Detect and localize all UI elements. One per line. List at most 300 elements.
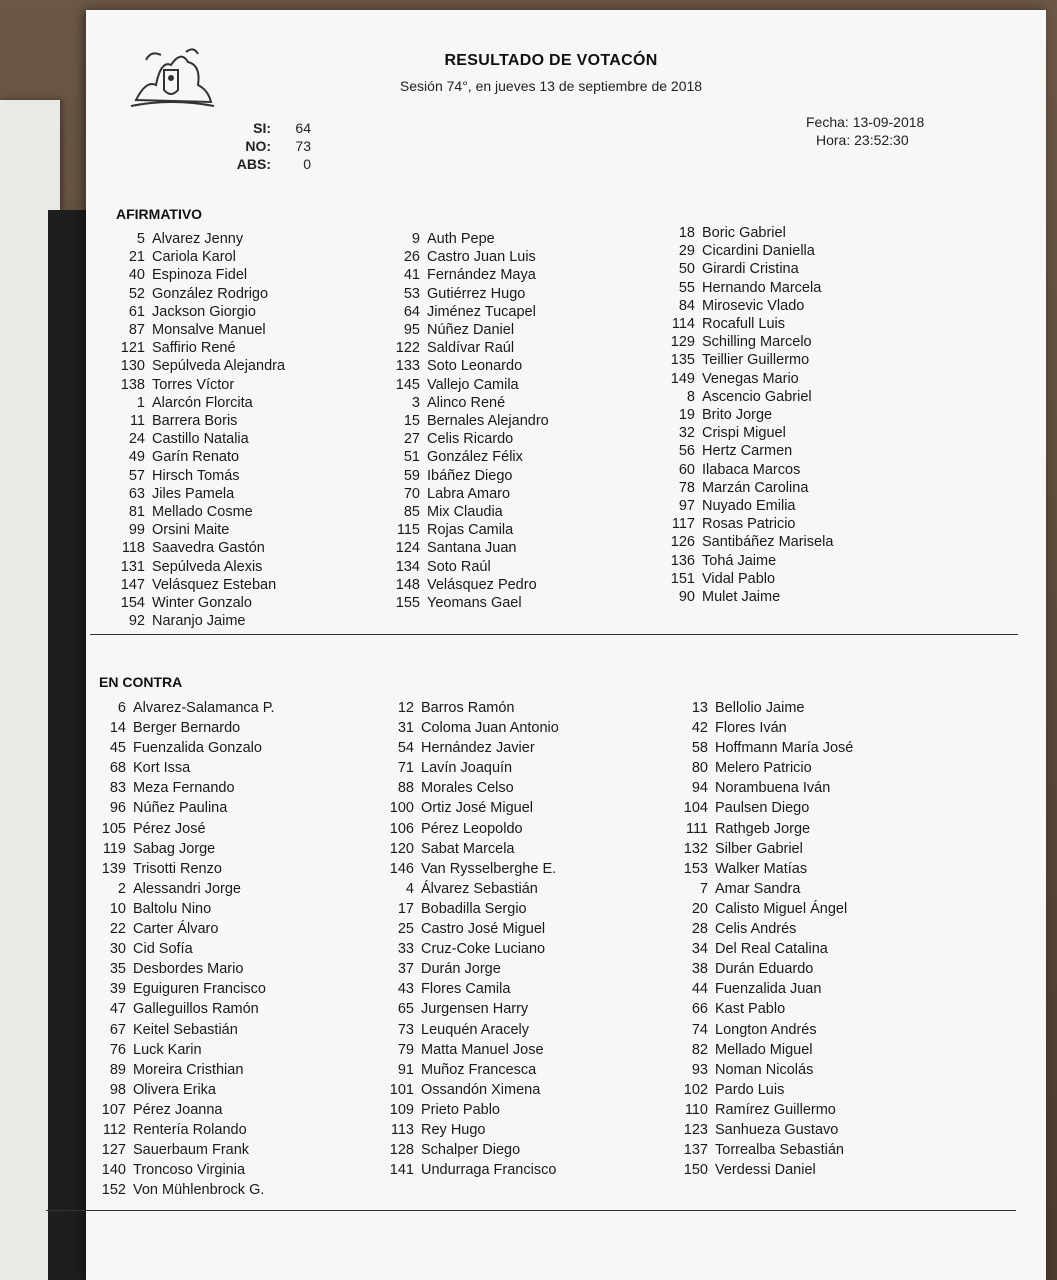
voter-name: Prieto Pablo xyxy=(421,1101,500,1118)
voter-number: 76 xyxy=(109,1041,126,1058)
voter-number: 89 xyxy=(109,1061,126,1078)
voter-entry xyxy=(92,899,275,919)
voter-name: Rocafull Luis xyxy=(702,316,786,333)
voter-name: Durán Eduardo xyxy=(715,961,814,978)
voter-name: Brito Jorge xyxy=(702,407,773,424)
afirmativo-column-3 xyxy=(661,224,833,606)
voter-number: 19 xyxy=(678,407,695,424)
voter-entry xyxy=(674,939,853,959)
voter-entry xyxy=(386,321,549,339)
voter-number: 52 xyxy=(128,285,145,302)
voter-name: Saldívar Raúl xyxy=(427,340,515,357)
voter-entry xyxy=(111,521,285,539)
vote-result-sheet xyxy=(86,10,1046,1280)
voter-entry xyxy=(661,224,833,242)
voter-name: Soto Leonardo xyxy=(427,358,523,375)
voter-number: 59 xyxy=(403,467,420,484)
voter-entry xyxy=(661,297,833,315)
voter-entry xyxy=(92,859,275,879)
voter-number: 137 xyxy=(683,1142,708,1159)
tally-si xyxy=(216,120,311,138)
voter-number: 42 xyxy=(691,720,708,737)
voter-entry xyxy=(674,879,853,899)
voter-name: Cicardini Daniella xyxy=(702,243,815,260)
voter-number: 134 xyxy=(395,558,420,575)
voter-number: 35 xyxy=(109,961,126,978)
voter-entry xyxy=(674,738,853,758)
voter-name: Von Mühlenbrock G. xyxy=(133,1182,265,1199)
voter-entry xyxy=(92,1100,275,1120)
voter-name: Nuyado Emilia xyxy=(702,498,796,515)
voter-entry xyxy=(380,919,559,939)
voter-entry xyxy=(92,959,275,979)
voter-number: 18 xyxy=(678,225,695,241)
voter-name: Norambuena Iván xyxy=(715,780,831,797)
voter-entry xyxy=(386,576,549,594)
voter-entry xyxy=(380,979,559,999)
voter-number: 130 xyxy=(120,358,145,375)
voter-entry xyxy=(92,778,275,798)
voter-number: 119 xyxy=(102,840,126,857)
voter-number: 122 xyxy=(395,340,420,357)
voter-entry xyxy=(674,919,853,939)
voter-number: 61 xyxy=(128,303,145,320)
voter-entry xyxy=(92,819,275,839)
voter-number: 68 xyxy=(109,760,126,777)
voter-name: Ramírez Guillermo xyxy=(715,1101,836,1118)
voter-number: 40 xyxy=(128,267,145,284)
voter-name: Sauerbaum Frank xyxy=(133,1142,250,1159)
voter-entry xyxy=(386,412,549,430)
voter-name: Cruz-Coke Luciano xyxy=(421,941,546,958)
voter-entry xyxy=(380,698,559,718)
voter-name: Fernández Maya xyxy=(427,267,536,284)
vote-tally xyxy=(216,120,311,174)
voter-number: 141 xyxy=(389,1162,414,1179)
voter-number: 102 xyxy=(683,1081,708,1098)
voter-entry xyxy=(380,1160,559,1180)
voter-entry xyxy=(386,266,549,284)
voter-entry xyxy=(661,461,833,479)
voter-number: 71 xyxy=(397,760,414,777)
voter-entry xyxy=(380,819,559,839)
voter-name: Fuenzalida Juan xyxy=(715,981,822,998)
voter-entry xyxy=(111,266,285,284)
voter-entry xyxy=(380,999,559,1019)
voter-number: 117 xyxy=(671,516,695,533)
voter-name: Olivera Erika xyxy=(133,1081,216,1098)
voter-entry xyxy=(661,260,833,278)
voter-name: Yeomans Gael xyxy=(427,595,522,612)
voter-number: 57 xyxy=(128,467,145,484)
voter-entry xyxy=(92,1120,275,1140)
voter-name: Velásquez Esteban xyxy=(152,576,277,593)
voter-number: 70 xyxy=(403,485,420,502)
voter-name: Barros Ramón xyxy=(421,700,515,716)
voter-number: 83 xyxy=(109,780,126,797)
voter-number: 95 xyxy=(403,322,420,339)
voter-number: 88 xyxy=(397,780,414,797)
voter-entry xyxy=(674,899,853,919)
voter-entry xyxy=(380,859,559,879)
voter-entry xyxy=(111,612,285,630)
voter-entry xyxy=(674,698,853,718)
voter-number: 50 xyxy=(678,261,695,278)
voter-number: 13 xyxy=(691,700,708,716)
voter-number: 41 xyxy=(403,267,420,284)
voter-number: 33 xyxy=(397,941,414,958)
voter-entry xyxy=(674,778,853,798)
voter-name: Hernando Marcela xyxy=(702,279,822,296)
voter-entry xyxy=(92,1160,275,1180)
voter-name: Naranjo Jaime xyxy=(152,613,246,630)
voter-entry xyxy=(386,558,549,576)
voter-entry xyxy=(92,698,275,718)
voter-number: 90 xyxy=(678,589,695,606)
voter-name: Vallejo Camila xyxy=(427,376,519,393)
voter-entry xyxy=(111,303,285,321)
voter-number: 93 xyxy=(691,1061,708,1078)
voter-name: González Rodrigo xyxy=(152,285,269,302)
voter-number: 31 xyxy=(397,720,414,737)
voter-name: Mirosevic Vlado xyxy=(702,297,805,314)
voter-name: Torrealba Sebastián xyxy=(715,1142,844,1159)
voter-entry xyxy=(111,230,285,248)
voter-name: Venegas Mario xyxy=(702,370,799,387)
voter-name: Sabat Marcela xyxy=(421,840,515,857)
voter-number: 1 xyxy=(136,394,145,411)
voter-entry xyxy=(386,503,549,521)
voter-number: 60 xyxy=(678,461,695,478)
bottom-divider xyxy=(46,1210,1016,1211)
voter-entry xyxy=(386,376,549,394)
voter-number: 29 xyxy=(678,243,695,260)
voter-entry xyxy=(380,1040,559,1060)
voter-entry xyxy=(674,1040,853,1060)
voter-name: Jiles Pamela xyxy=(152,485,235,502)
voter-number: 153 xyxy=(683,860,708,877)
voter-name: Bobadilla Sergio xyxy=(421,900,527,917)
voter-entry xyxy=(380,879,559,899)
voter-name: Calisto Miguel Ángel xyxy=(715,900,848,917)
fecha-label: Fecha: xyxy=(806,114,849,130)
voter-entry xyxy=(386,594,549,612)
voter-name: Longton Andrés xyxy=(715,1021,817,1038)
section-divider xyxy=(90,634,1018,635)
voter-entry xyxy=(111,412,285,430)
hora-value: 23:52:30 xyxy=(854,132,909,148)
voter-name: Ibáñez Diego xyxy=(427,467,513,484)
voter-name: Morales Celso xyxy=(421,780,514,797)
voter-entry xyxy=(380,738,559,758)
voter-entry xyxy=(380,1020,559,1040)
voter-name: Desbordes Mario xyxy=(133,961,244,978)
voter-name: Santana Juan xyxy=(427,540,517,557)
voter-name: Núñez Daniel xyxy=(427,322,515,339)
voter-number: 105 xyxy=(101,820,126,837)
voter-entry xyxy=(674,819,853,839)
voter-name: Pardo Luis xyxy=(715,1081,785,1098)
voter-entry xyxy=(380,1140,559,1160)
voter-number: 151 xyxy=(670,570,695,587)
voter-number: 5 xyxy=(136,231,145,247)
voter-number: 106 xyxy=(389,820,414,837)
voter-entry xyxy=(111,576,285,594)
voter-entry xyxy=(380,1080,559,1100)
voter-name: Castro Juan Luis xyxy=(427,249,536,266)
voter-entry xyxy=(674,718,853,738)
voter-number: 132 xyxy=(683,840,708,857)
voter-entry xyxy=(661,497,833,515)
voter-name: Crispi Miguel xyxy=(702,425,786,442)
voter-number: 58 xyxy=(691,740,708,757)
voter-name: Velásquez Pedro xyxy=(427,576,537,593)
voter-number: 94 xyxy=(691,780,708,797)
voter-entry xyxy=(380,798,559,818)
voter-name: Kast Pablo xyxy=(715,1001,786,1018)
voter-number: 154 xyxy=(120,595,145,612)
voter-entry xyxy=(386,285,549,303)
voter-number: 136 xyxy=(670,552,695,569)
voter-entry xyxy=(111,285,285,303)
voter-entry xyxy=(380,899,559,919)
voter-name: Winter Gonzalo xyxy=(152,595,252,612)
hora-row xyxy=(806,132,924,150)
voter-number: 100 xyxy=(389,800,414,817)
voter-number: 26 xyxy=(403,249,420,266)
voter-number: 110 xyxy=(684,1101,708,1118)
voter-name: Hirsch Tomás xyxy=(152,467,240,484)
voter-entry xyxy=(386,394,549,412)
voter-number: 56 xyxy=(678,443,695,460)
voter-entry xyxy=(386,430,549,448)
voter-entry xyxy=(92,1080,275,1100)
voter-entry xyxy=(386,485,549,503)
tally-no xyxy=(216,138,311,156)
voter-entry xyxy=(661,533,833,551)
voter-name: Fuenzalida Gonzalo xyxy=(133,740,262,757)
voter-number: 152 xyxy=(101,1182,126,1199)
voter-name: Durán Jorge xyxy=(421,961,501,978)
tally-abs xyxy=(216,156,311,174)
voter-number: 149 xyxy=(670,370,695,387)
voter-number: 66 xyxy=(691,1001,708,1018)
voter-entry xyxy=(661,388,833,406)
voter-entry xyxy=(386,339,549,357)
voter-number: 118 xyxy=(121,540,145,557)
fecha-value: 13-09-2018 xyxy=(852,114,925,130)
voter-number: 64 xyxy=(403,303,420,320)
voter-number: 6 xyxy=(117,700,126,716)
voter-entry xyxy=(674,1060,853,1080)
voter-number: 4 xyxy=(405,880,414,897)
voter-name: Alinco René xyxy=(427,394,506,411)
voter-entry xyxy=(111,485,285,503)
voter-name: Melero Patricio xyxy=(715,760,812,777)
voter-entry xyxy=(661,424,833,442)
voter-entry xyxy=(674,1120,853,1140)
voter-entry xyxy=(674,798,853,818)
voter-number: 25 xyxy=(397,921,414,938)
voter-name: Jiménez Tucapel xyxy=(427,303,536,320)
voter-number: 45 xyxy=(109,740,126,757)
voter-number: 113 xyxy=(390,1121,414,1138)
en-contra-column-1 xyxy=(92,698,275,1200)
voter-entry xyxy=(674,839,853,859)
voter-name: Marzán Carolina xyxy=(702,479,809,496)
voter-number: 51 xyxy=(403,449,420,466)
voter-name: Ortiz José Miguel xyxy=(421,800,534,817)
voter-entry xyxy=(92,999,275,1019)
voter-entry xyxy=(380,758,559,778)
voter-name: Muñoz Francesca xyxy=(421,1061,537,1078)
voter-number: 112 xyxy=(102,1121,126,1138)
voter-name: Celis Ricardo xyxy=(427,431,514,448)
voter-name: Keitel Sebastián xyxy=(133,1021,238,1038)
en-contra-column-2 xyxy=(380,698,559,1180)
voter-name: Sepúlveda Alexis xyxy=(152,558,263,575)
voter-name: Boric Gabriel xyxy=(702,225,786,241)
voter-name: Schalper Diego xyxy=(421,1142,521,1159)
voter-number: 54 xyxy=(397,740,414,757)
voter-number: 27 xyxy=(403,431,420,448)
voter-number: 11 xyxy=(129,413,145,430)
voter-entry xyxy=(111,248,285,266)
voter-entry xyxy=(111,321,285,339)
voter-name: Auth Pepe xyxy=(427,231,495,247)
voter-name: Mellado Cosme xyxy=(152,504,253,521)
voter-name: Berger Bernardo xyxy=(133,720,241,737)
voter-entry xyxy=(92,1040,275,1060)
voter-number: 109 xyxy=(389,1101,414,1118)
voter-name: Saffirio René xyxy=(152,340,236,357)
voter-entry xyxy=(674,959,853,979)
voter-name: Carter Álvaro xyxy=(133,921,219,938)
voter-name: Ilabaca Marcos xyxy=(702,461,801,478)
voter-number: 65 xyxy=(397,1001,414,1018)
voter-name: Kort Issa xyxy=(133,760,191,777)
hora-label: Hora: xyxy=(816,132,851,148)
voter-name: Hertz Carmen xyxy=(702,443,793,460)
voter-name: Ossandón Ximena xyxy=(421,1081,541,1098)
voter-number: 91 xyxy=(397,1061,414,1078)
voter-name: Celis Andrés xyxy=(715,921,797,938)
voter-name: Sepúlveda Alejandra xyxy=(152,358,286,375)
voter-name: Torres Víctor xyxy=(152,376,235,393)
voter-number: 7 xyxy=(699,880,708,897)
voter-entry xyxy=(92,979,275,999)
voter-entry xyxy=(111,558,285,576)
voter-name: Jackson Giorgio xyxy=(152,303,256,320)
voter-name: Teillier Guillermo xyxy=(702,352,810,369)
voter-entry xyxy=(92,798,275,818)
voter-number: 12 xyxy=(397,700,414,716)
voter-name: Luck Karin xyxy=(133,1041,202,1058)
voter-entry xyxy=(386,521,549,539)
voter-number: 115 xyxy=(396,522,420,539)
voter-entry xyxy=(92,758,275,778)
en-contra-heading: EN CONTRA xyxy=(99,674,183,690)
voter-number: 114 xyxy=(671,316,695,333)
coat-of-arms-seal xyxy=(126,40,216,115)
voter-number: 47 xyxy=(109,1001,126,1018)
voter-number: 17 xyxy=(397,900,414,917)
voter-number: 155 xyxy=(395,595,420,612)
page-title: RESULTADO DE VOTACÓN xyxy=(444,52,658,69)
voter-number: 101 xyxy=(389,1081,414,1098)
voter-number: 104 xyxy=(683,800,708,817)
voter-name: Rentería Rolando xyxy=(133,1121,247,1138)
voter-name: Núñez Paulina xyxy=(133,800,228,817)
voter-name: Silber Gabriel xyxy=(715,840,803,857)
voter-number: 135 xyxy=(670,352,695,369)
voter-name: Castillo Natalia xyxy=(152,431,249,448)
voter-entry xyxy=(661,515,833,533)
tally-value: 64 xyxy=(295,120,311,136)
voter-name: Alvarez-Salamanca P. xyxy=(133,700,275,716)
voter-number: 78 xyxy=(678,479,695,496)
voter-number: 3 xyxy=(411,394,420,411)
voter-name: Saavedra Gastón xyxy=(152,540,265,557)
voter-number: 98 xyxy=(109,1081,126,1098)
voter-number: 92 xyxy=(128,613,145,630)
voter-number: 85 xyxy=(403,504,420,521)
voter-entry xyxy=(674,1020,853,1040)
voter-number: 9 xyxy=(411,231,420,247)
voter-name: Monsalve Manuel xyxy=(152,322,266,339)
voter-name: Noman Nicolás xyxy=(715,1061,814,1078)
voter-entry xyxy=(661,570,833,588)
voter-name: Rosas Patricio xyxy=(702,516,796,533)
voter-entry xyxy=(386,357,549,375)
voter-entry xyxy=(674,1080,853,1100)
voter-number: 39 xyxy=(109,981,126,998)
voter-name: Barrera Boris xyxy=(152,413,238,430)
voter-entry xyxy=(111,467,285,485)
voter-entry xyxy=(111,430,285,448)
voter-name: Santibáñez Marisela xyxy=(702,534,834,551)
voter-name: Paulsen Diego xyxy=(715,800,810,817)
voter-entry xyxy=(380,1120,559,1140)
afirmativo-column-1 xyxy=(111,230,285,630)
voter-name: Rojas Camila xyxy=(427,522,514,539)
voter-number: 138 xyxy=(120,376,145,393)
afirmativo-heading: AFIRMATIVO xyxy=(116,206,203,222)
voter-entry xyxy=(386,248,549,266)
voter-name: Rathgeb Jorge xyxy=(715,820,811,837)
voter-name: Matta Manuel Jose xyxy=(421,1041,544,1058)
voter-name: Cid Sofía xyxy=(133,941,193,958)
voter-entry xyxy=(386,230,549,248)
voter-entry xyxy=(674,758,853,778)
voter-number: 32 xyxy=(678,425,695,442)
voter-name: Garín Renato xyxy=(152,449,240,466)
voter-number: 129 xyxy=(670,334,695,351)
voter-number: 24 xyxy=(128,431,145,448)
voter-name: Leuquén Aracely xyxy=(421,1021,530,1038)
voter-number: 81 xyxy=(128,504,145,521)
voter-name: Amar Sandra xyxy=(715,880,801,897)
voter-name: Flores Camila xyxy=(421,981,511,998)
voter-name: Eguiguren Francisco xyxy=(133,981,266,998)
voter-number: 97 xyxy=(678,498,695,515)
voter-number: 87 xyxy=(128,322,145,339)
voter-name: Sabag Jorge xyxy=(133,840,216,857)
voter-number: 53 xyxy=(403,285,420,302)
voter-name: Labra Amaro xyxy=(427,485,511,502)
voter-name: Sanhueza Gustavo xyxy=(715,1121,839,1138)
voter-number: 73 xyxy=(397,1021,414,1038)
